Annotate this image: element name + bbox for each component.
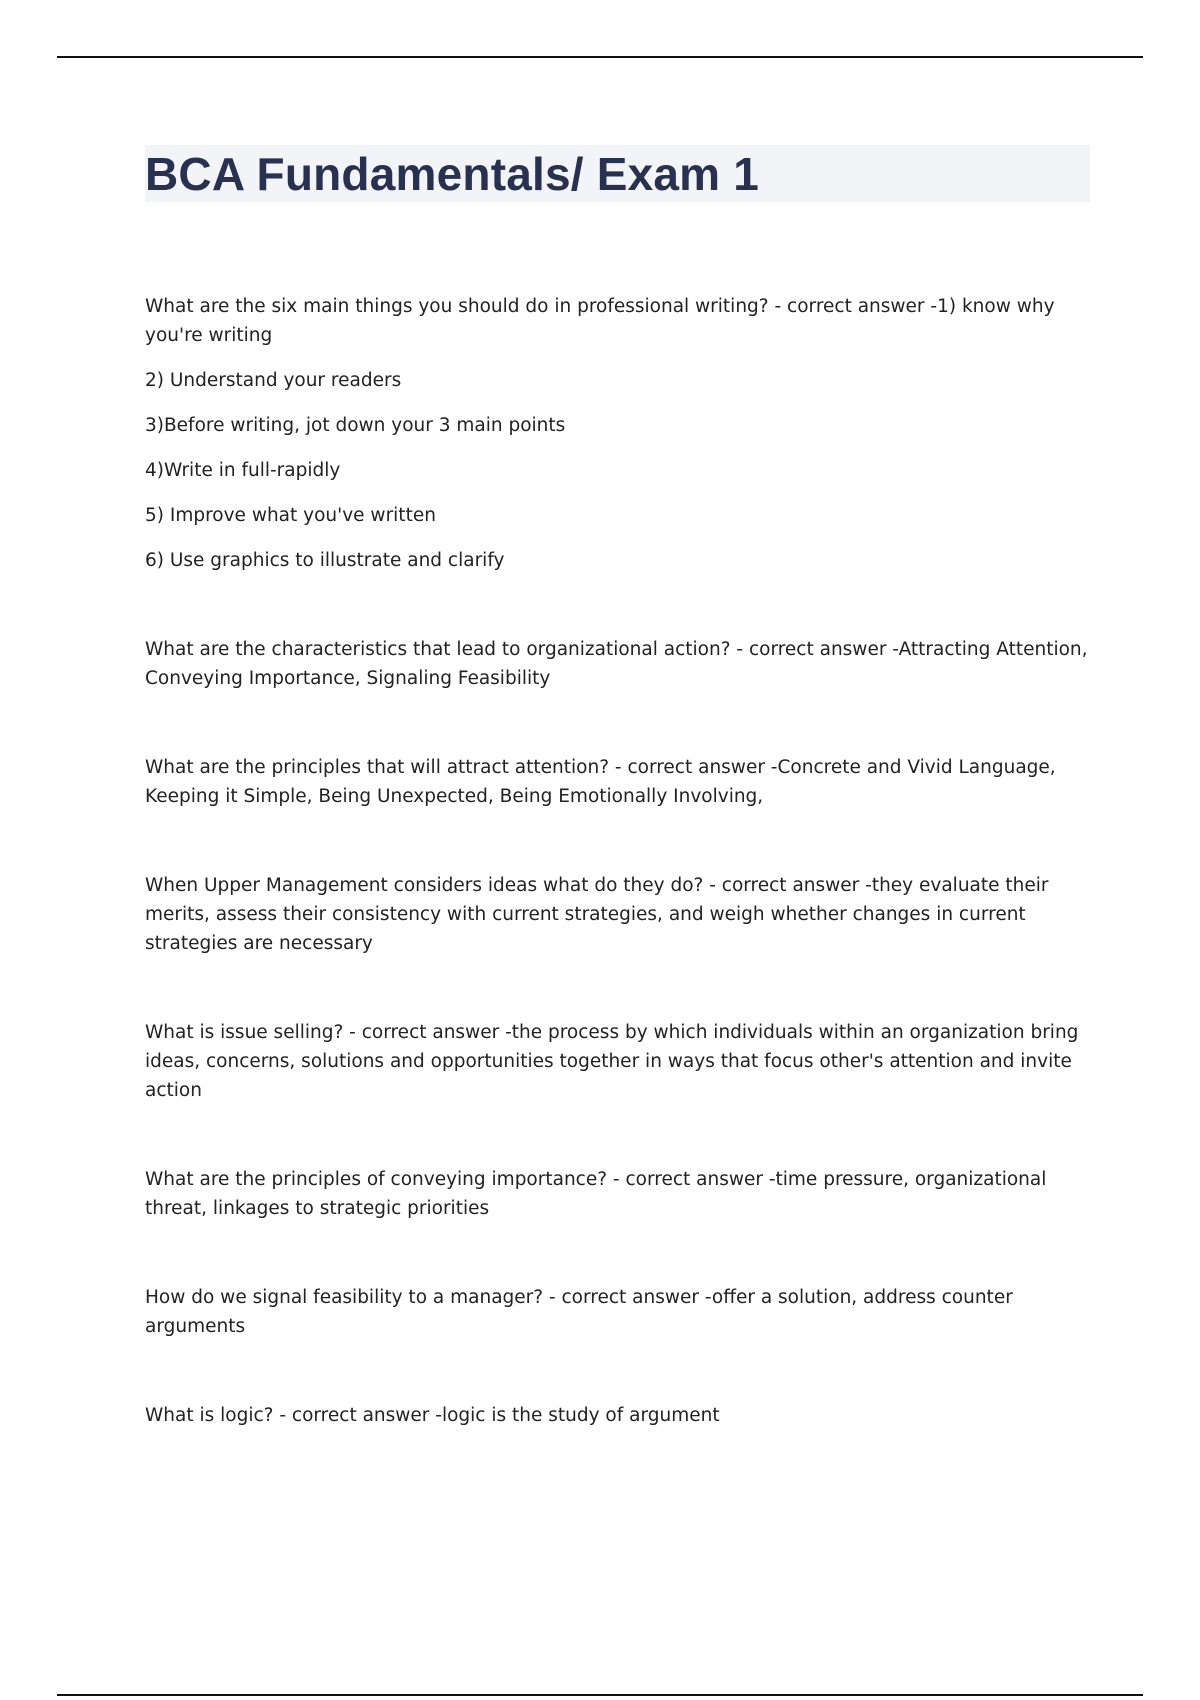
qa-item xyxy=(145,871,1090,958)
spacer xyxy=(145,958,1090,1018)
document-title: BCA Fundamentals/ Exam 1 xyxy=(145,147,760,200)
title-banner xyxy=(145,145,1090,202)
qa-text: What are the principles of conveying importance? - correct answer -time pressure, organizational threat, linkages to strategic priorities xyxy=(145,1169,1047,1219)
qa-answer-line: 6) Use graphics to illustrate and clarify xyxy=(145,550,505,571)
qa-item xyxy=(145,1401,1090,1430)
top-rule xyxy=(57,56,1143,58)
qa-item xyxy=(145,635,1090,693)
qa-answer-line: 2) Understand your readers xyxy=(145,370,402,391)
qa-text: What is issue selling? - correct answer -the process by which individuals within an organization bring ideas, concerns, solutions and opportunities together in ways that focus other's attention and invite action xyxy=(145,1022,1079,1101)
qa-item xyxy=(145,1018,1090,1105)
qa-answer-line: 5) Improve what you've written xyxy=(145,505,436,526)
spacer xyxy=(145,1105,1090,1165)
document-body xyxy=(145,145,1090,1430)
qa-text: When Upper Management considers ideas what do they do? - correct answer -they evaluate their merits, assess their consistency with current strategies, and weigh whether changes in current strategies are necessary xyxy=(145,875,1049,954)
qa-answer-line: 3)Before writing, jot down your 3 main points xyxy=(145,415,566,436)
qa-item xyxy=(145,753,1090,811)
qa-text: What is logic? - correct answer -logic is the study of argument xyxy=(145,1405,720,1426)
spacer xyxy=(145,575,1090,635)
qa-item xyxy=(145,292,1090,575)
qa-text: What are the six main things you should do in professional writing? - correct answer -1) know why you're writing xyxy=(145,296,1055,346)
qa-answer-line: 4)Write in full-rapidly xyxy=(145,460,341,481)
bottom-rule xyxy=(57,1694,1143,1696)
qa-item xyxy=(145,1165,1090,1223)
spacer xyxy=(145,693,1090,753)
qa-item xyxy=(145,1283,1090,1341)
spacer xyxy=(145,1341,1090,1401)
qa-text: How do we signal feasibility to a manager? - correct answer -offer a solution, address counter arguments xyxy=(145,1287,1013,1337)
spacer xyxy=(145,811,1090,871)
qa-text: What are the characteristics that lead to organizational action? - correct answer -Attracting Attention, Conveying Importance, Signaling Feasibility xyxy=(145,639,1088,689)
spacer xyxy=(145,1223,1090,1283)
qa-text: What are the principles that will attract attention? - correct answer -Concrete and Vivid Language, Keeping it Simple, Being Unexpected, Being Emotionally Involving, xyxy=(145,757,1056,807)
